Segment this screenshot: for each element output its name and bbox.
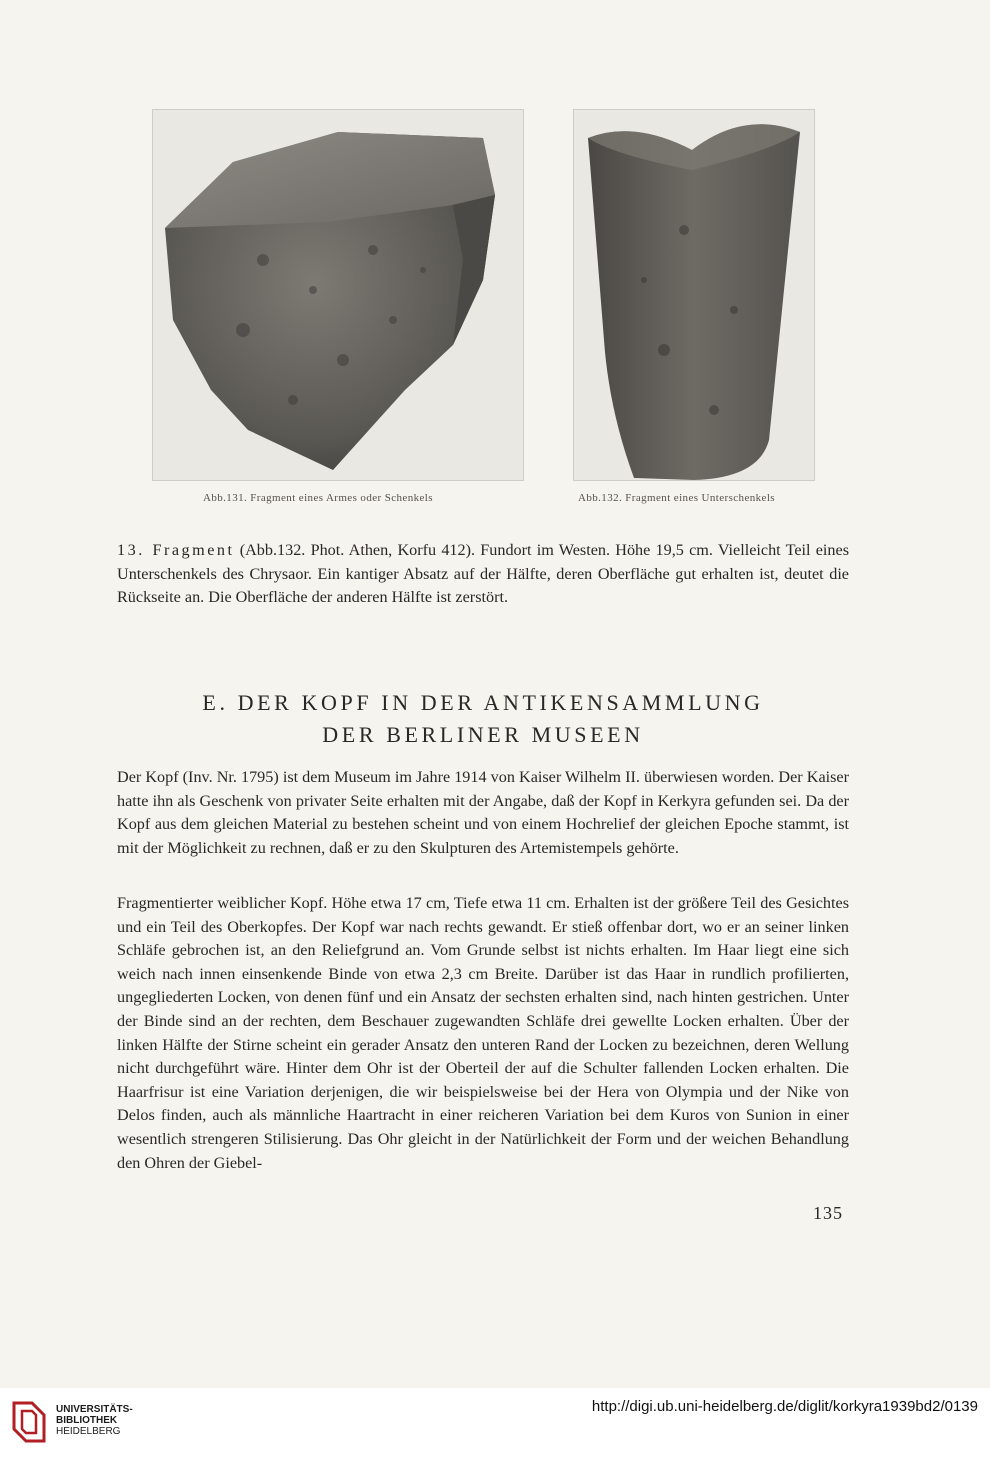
fragment-13-paragraph: [117, 539, 849, 610]
fragment-13-lead: 13. Fragment: [117, 541, 235, 559]
body-paragraph-2: Fragmentierter weiblicher Kopf. Höhe etwa 17 cm, Tiefe etwa 11 cm. Erhalten ist der größere Teil des Gesichtes und ein Teil des Oberkopfes. Der Kopf war nach rechts gewandt. Er stieß offenbar dort, wo er an seiner linken Schläfe gebrochen ist, an den Reliefgrund an. Vom Grunde selbst ist nichts erhalten. Im Haar liegt eine sich weich nach innen einsenkende Binde von etwa 2,3 cm Breite. Darüber ist das Haar in rundlich profilierten, ungegliederten Locken, von denen fünf und ein Ansatz der sechsten erhalten sind, nach hinten gestrichen. Unter der Binde sind an der rechten, dem Beschauer zugewandten Schläfe drei gewellte Locken erhalten. Über der linken Hälfte der Stirne scheint ein gerader Ansatz den unteren Rand der Locken zu bezeichnen, deren Wellung nicht durchgeführt wäre. Hinter dem Ohr ist der Oberteil der auf die Schulter fallenden Locken erhalten. Die Haarfrisur ist eine Variation derjenigen, die wir beispielsweise bei der Hera von Olympia und der Nike von Delos finden, auch als männliche Haartracht in einer reicheren Variation bei dem Kuros von Sunion in einer wesentlich strengeren Stilisierung. Das Ohr gleicht in der Natürlichkeit der Form und der weichen Behandlung den Ohren der Giebel-: [117, 894, 849, 1172]
page-number: 135: [813, 1203, 843, 1223]
library-name: [56, 1404, 133, 1437]
stone-fragment-shin-icon: [574, 110, 814, 480]
section-heading-line2: DER BERLINER MUSEEN: [322, 722, 644, 747]
library-line-3: HEIDELBERG: [56, 1426, 121, 1437]
body-paragraph-1: Der Kopf (Inv. Nr. 1795) ist dem Museum im Jahre 1914 von Kaiser Wilhelm II. überwiesen worden. Der Kaiser hatte ihn als Geschenk von privater Seite erhalten mit der Angabe, daß der Kopf in Kerkyra gefunden sei. Da der Kopf aus dem gleichen Material zu bestehen scheint und von einem Hochrelief der gleichen Epoche stammt, ist mit der Möglichkeit zu rechnen, daß er zu den Skulpturen des Artemistempels gehörte.: [117, 768, 849, 857]
library-line-2: BIBLIOTHEK: [56, 1415, 118, 1426]
figure-131-caption: Abb.131. Fragment eines Armes oder Schenkels: [203, 492, 433, 504]
library-logo-icon: [10, 1399, 48, 1445]
library-line-1: UNIVERSITÄTS-: [56, 1404, 133, 1415]
figure-132-photo: [573, 109, 815, 481]
figure-131-photo: [152, 109, 524, 481]
fragment-13-text: (Abb.132. Phot. Athen, Korfu 412). Fundort im Westen. Höhe 19,5 cm. Vielleicht Teil eines Unterschenkels des Chrysaor. Ein kantiger Absatz auf der Hälfte, deren Oberfläche gut erhalten ist, deutet die Rückseite an. Die Oberfläche der anderen Hälfte ist zerstört.: [117, 541, 849, 607]
stone-fragment-arm-icon: [153, 110, 523, 480]
section-heading-line1: E. DER KOPF IN DER ANTIKENSAMMLUNG: [202, 690, 764, 715]
source-url-link[interactable]: http://digi.ub.uni-heidelberg.de/diglit/korkyra1939bd2/0139: [591, 1398, 978, 1415]
figure-132-caption: Abb.132. Fragment eines Unterschenkels: [578, 492, 775, 504]
